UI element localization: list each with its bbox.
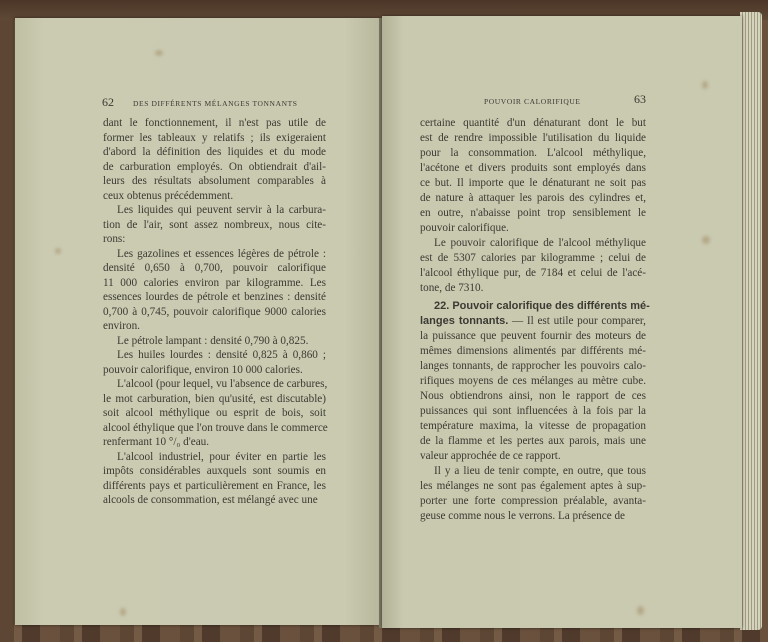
paragraph xyxy=(103,203,326,247)
page-edges xyxy=(740,12,762,630)
text-line: Les huiles lourdes : densité 0,825 à 0,860 ; xyxy=(117,349,326,361)
foxing-spot xyxy=(702,81,708,89)
paragraph xyxy=(103,348,326,377)
text-line: pour la consommation. L'alcool méthylique, xyxy=(420,147,646,159)
text-line: geuse comme nous le verrons. La présence de xyxy=(420,510,626,522)
text-line: en outre, n'abaisse point trop sensiblement le xyxy=(420,207,646,219)
text-line: les mélanges ne sont pas également aptes à sup- xyxy=(420,480,646,492)
text-line: densité 0,650 à 0,700, pouvoir calorifique xyxy=(103,262,326,274)
text-line: Le pouvoir calorifique de l'alcool méthylique xyxy=(434,237,646,249)
foxing-spot xyxy=(55,248,61,254)
section-heading-paragraph xyxy=(420,299,650,464)
text-line: 0,700 à 0,745, pouvoir calorifique 9000 calories xyxy=(103,305,326,318)
text-line: langes tonnants, de rapprocher les pouvoirs calo- xyxy=(420,360,646,372)
text-line: rons: xyxy=(103,233,126,245)
foxing-spot xyxy=(702,236,710,244)
text-line: est de rendre impossible l'utilisation du liquide xyxy=(420,132,646,144)
paragraph xyxy=(420,464,646,524)
paragraph xyxy=(103,334,326,349)
text-line xyxy=(420,299,650,314)
text-line: puissances qui sont influencées à la fois par la xyxy=(420,405,646,417)
text-line: Les gazolines et essences légères de pétrole : xyxy=(117,247,326,260)
text-line: essences lourdes de pétrole et benzines : densité xyxy=(103,291,326,303)
text-line: différents pays et particulièrement en France, les xyxy=(103,479,326,492)
text-line: 11 000 calories environ par kilogramme. Les xyxy=(103,276,326,289)
text-line: pouvoir calorifique. xyxy=(420,222,509,234)
text-line: de carburation employés. On obtiendrait d'ail- xyxy=(103,160,326,173)
text-line: tone, de 7310. xyxy=(420,282,484,294)
foxing-spot xyxy=(120,608,126,616)
text-line: certaine quantité d'un dénaturant dont le but xyxy=(420,117,646,129)
text-line: L'alcool (pour lequel, vu l'absence de carbures, xyxy=(117,378,328,390)
paragraph xyxy=(103,247,326,334)
foxing-spot xyxy=(155,50,163,56)
text-line: porter une forte compression préalable, avanta- xyxy=(420,495,646,507)
paragraph xyxy=(420,116,646,236)
text-line: la puissance que peuvent fournir des moteurs de xyxy=(420,330,646,342)
section-heading: langes tonnants. xyxy=(420,315,509,327)
text-line: ceux obtenus précédemment. xyxy=(103,189,234,202)
text-line: alcool éthylique que l'on trouve dans le commerce xyxy=(103,421,328,434)
text-line: est de 5307 calories par kilogramme ; celui de xyxy=(420,252,646,264)
text-line: alcools de consommation, est mélangé avec une xyxy=(103,494,318,506)
text-line: de la flamme et les pertes aux parois, mais une xyxy=(420,435,646,447)
foxing-spot xyxy=(637,606,644,615)
running-head: POUVOIR CALORIFIQUE xyxy=(484,97,581,106)
page-number: 62 xyxy=(102,95,114,109)
paragraph xyxy=(420,236,646,296)
page-number: 63 xyxy=(634,92,646,106)
right-page-body xyxy=(420,116,650,524)
text-line: mêmes dimensions alimentés par différents mé- xyxy=(420,345,646,357)
text-line: d'abord la définition des liquides et du mode xyxy=(103,146,326,158)
text-line: Les liquides qui peuvent servir à la carbura- xyxy=(117,204,326,216)
text-line: soit alcool méthylique ou esprit de bois, soit xyxy=(103,407,326,419)
text-line: Nous obtiendrons ainsi, non le rapport de ces xyxy=(420,390,646,402)
text-line: rifiques moyens de ces mélanges au mètre cube. xyxy=(420,375,646,387)
text-line: L'alcool industriel, pour éviter en partie les xyxy=(117,450,326,463)
text-line: leurs des résultats absolument comparables à xyxy=(103,175,326,187)
text-line: l'acétone et divers produits sont employés dans xyxy=(420,162,646,174)
text-line: de nature à attaquer les parois des cylindres et, xyxy=(420,192,646,204)
paragraph xyxy=(103,450,326,508)
paragraph xyxy=(103,116,326,203)
section-heading: 22. Pouvoir calorifique des différents mé- xyxy=(434,300,650,312)
text-line: l'alcool éthylique pur, de 7184 et celui de l'acé- xyxy=(420,267,646,279)
text-line: environ. xyxy=(103,320,140,332)
text-line: pouvoir calorifique, environ 10 000 calories. xyxy=(103,363,303,376)
text-line-rest: — Il est utile pour comparer, xyxy=(508,315,646,327)
text-line: dant le fonctionnement, il n'est pas utile de xyxy=(103,117,326,129)
paragraph xyxy=(103,377,326,450)
left-page-body xyxy=(103,116,326,508)
text-line: ce but. Il importe que le dénaturant ne soit pas xyxy=(420,177,646,189)
text-line: renfermant 10 °/₀ d'eau. xyxy=(103,436,210,448)
text-line xyxy=(420,314,646,329)
text-line: tion de l'air, sont assez nombreux, nous cite- xyxy=(103,218,326,231)
text-line: température maxima, la vitesse de propagation xyxy=(420,420,646,432)
text-line: Il y a lieu de tenir compte, en outre, que tous xyxy=(434,465,646,477)
running-head: DES DIFFÉRENTS MÉLANGES TONNANTS xyxy=(133,99,298,108)
text-line: le mot carburation, bien qu'usité, est discutable) xyxy=(103,392,326,405)
text-line: Le pétrole lampant : densité 0,790 à 0,825. xyxy=(117,334,309,347)
text-line: valeur approchée de ce rapport. xyxy=(420,450,561,462)
text-line: impôts considérables auxquels sont soumis en xyxy=(103,465,326,477)
text-line: former les tableaux y relatifs ; ils exigeraient xyxy=(103,131,326,144)
